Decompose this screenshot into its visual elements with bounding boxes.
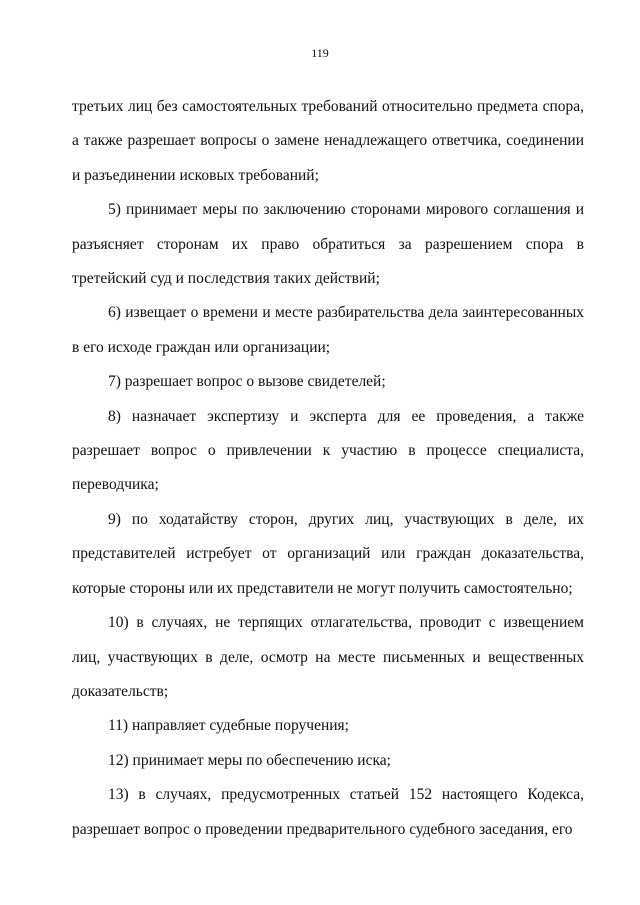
paragraph-item-7: 7) разрешает вопрос о вызове свидетелей; — [108, 373, 386, 391]
paragraph-item-5: 5) принимает меры по заключению сторонами мирового соглашения и разъясняет сторонам их право обратиться за разрешением спора в третейский суд и последствия таких действий; — [72, 201, 584, 288]
paragraph-item-9: 9) по ходатайству сторон, других лиц, участвующих в деле, их представителей истребует от организаций или граждан доказательства, которые стороны или их представители не могут получить самостоятельно; — [72, 510, 584, 597]
paragraph-continuation: третьих лиц без самостоятельных требований относительно предмета спора, а также разрешает вопросы о замене ненадлежащего ответчика, соединении и разъединении исковых требований; — [72, 98, 584, 184]
paragraph-item-11: 11) направляет судебные поручения; — [108, 717, 349, 735]
paragraph-item-6: 6) извещает о времени и месте разбирательства дела заинтересованных в его исходе граждан или организации; — [72, 304, 584, 356]
document-body — [72, 90, 584, 847]
paragraph-item-10: 10) в случаях, не терпящих отлагательства, проводит с извещением лиц, участвующих в деле, осмотр на месте письменных и вещественных доказательств; — [72, 614, 584, 700]
paragraph-item-12: 12) принимает меры по обеспечению иска; — [108, 751, 391, 769]
page-number: 119 — [311, 46, 329, 60]
paragraph-item-8: 8) назначает экспертизу и эксперта для ее проведения, а также разрешает вопрос о привлечении к участию в процессе специалиста, переводчика; — [72, 407, 584, 494]
paragraph-item-13: 13) в случаях, предусмотренных статьей 152 настоящего Кодекса, разрешает вопрос о проведении предварительного судебного заседания, его — [72, 786, 584, 838]
